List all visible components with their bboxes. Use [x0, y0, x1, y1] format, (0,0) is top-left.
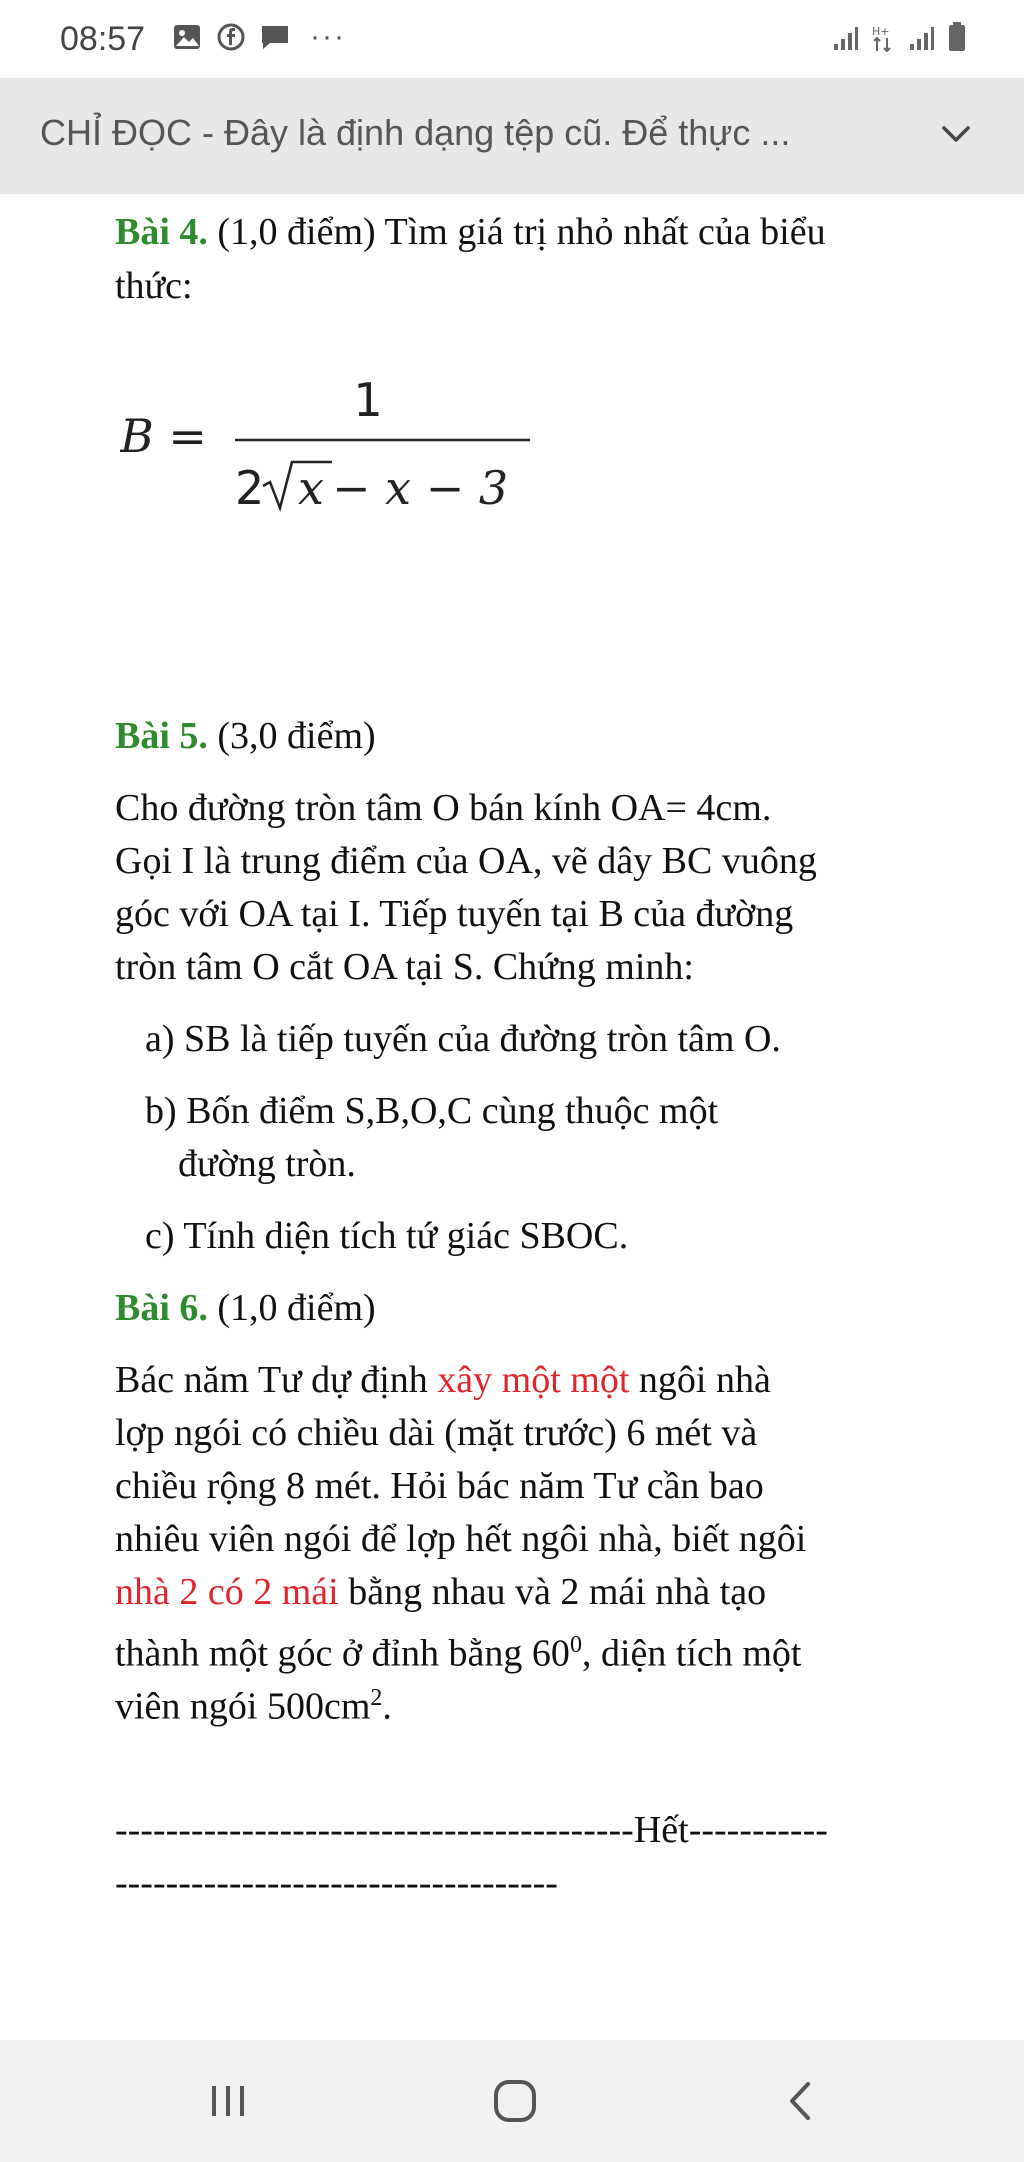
facebook-icon	[216, 22, 246, 52]
bai5-item-a: a) SB là tiếp tuyến của đường tròn tâm O.	[145, 1018, 781, 1060]
image-icon	[172, 22, 202, 52]
document-page	[0, 194, 1024, 2040]
bai6-header	[115, 1282, 376, 1335]
more-notifications: ···	[310, 20, 346, 53]
bai5-points: (3,0 điểm)	[207, 715, 376, 757]
formula-den-radicand: x	[298, 461, 324, 515]
bai6-line2: lợp ngói có chiều dài (mặt trước) 6 mét và	[115, 1412, 758, 1454]
bai6-line5	[115, 1566, 766, 1619]
chevron-down-icon[interactable]	[938, 116, 974, 152]
bai4-line1	[115, 206, 826, 259]
formula-b	[120, 374, 540, 539]
signal-icon	[908, 26, 934, 57]
message-icon	[260, 22, 290, 52]
svg-text:H+: H+	[872, 25, 890, 38]
bai5-item-b-cont: đường tròn.	[178, 1143, 356, 1185]
read-only-banner[interactable]	[0, 78, 1024, 194]
bai5-header	[115, 710, 376, 763]
formula-numerator: 1	[353, 374, 383, 427]
back-icon[interactable]	[776, 2076, 826, 2126]
bai6-l6-b: , diện tích một	[581, 1632, 802, 1675]
formula-svg	[120, 374, 540, 534]
bai4-heading: Bài 4.	[115, 211, 208, 253]
navigation-bar	[0, 2040, 1024, 2162]
bai6-points: (1,0 điểm)	[207, 1287, 376, 1329]
bai6-line4: nhiêu viên ngói để lợp hết ngôi nhà, biết ngôi	[115, 1518, 807, 1560]
bai6-l5-red: nhà 2 có 2 mái	[115, 1571, 339, 1613]
bai6-line7	[115, 1672, 392, 1734]
bai5-line1: Cho đường tròn tâm O bán kính OA= 4cm.	[115, 787, 772, 829]
status-bar	[0, 0, 1024, 78]
signal-icon	[832, 26, 858, 57]
bai5-line4: tròn tâm O cắt OA tại S. Chứng minh:	[115, 946, 694, 988]
bai5-line3: góc với OA tại I. Tiếp tuyến tại B của đường	[115, 893, 794, 935]
recent-apps-icon[interactable]	[204, 2076, 254, 2126]
bai6-l7-sup: 2	[370, 1685, 383, 1711]
bai5-line2: Gọi I là trung điểm của OA, vẽ dây BC vuông	[115, 840, 817, 882]
formula-den-rest: − x − 3	[332, 461, 509, 515]
end-line-1: -----------------------------------------Hết-----------	[115, 1809, 828, 1851]
bai6-line1	[115, 1354, 771, 1407]
bai6-l6-a: thành một góc ở đỉnh bằng 60	[115, 1632, 570, 1675]
bai6-l7-b: .	[382, 1685, 392, 1728]
bai4-line2: thức:	[115, 265, 193, 307]
bai4-points: (1,0 điểm) Tìm giá trị nhỏ nhất của biểu	[207, 211, 826, 253]
battery-icon	[948, 22, 966, 57]
end-line-2: -----------------------------------	[115, 1862, 558, 1904]
formula-lhs: B =	[120, 409, 207, 463]
formula-den-coef: 2	[235, 461, 265, 515]
bai6-l1-red: xây một một	[437, 1359, 630, 1401]
bai6-l7-a: viên ngói 500cm	[115, 1685, 371, 1728]
bai6-l1-a: Bác năm Tư dự định	[115, 1359, 438, 1401]
bai6-l6-sup: 0	[569, 1632, 582, 1658]
bai6-l1-b: ngôi nhà	[629, 1359, 771, 1401]
bai6-heading: Bài 6.	[115, 1287, 208, 1329]
bai6-line3: chiều rộng 8 mét. Hỏi bác năm Tư cần bao	[115, 1465, 764, 1507]
read-only-message: CHỈ ĐỌC - Đây là định dạng tệp cũ. Để thực ...	[40, 112, 791, 153]
clock: 08:57	[60, 20, 146, 58]
bai5-item-b: b) Bốn điểm S,B,O,C cùng thuộc một	[145, 1090, 719, 1132]
bai6-l5-b: bằng nhau và 2 mái nhà tạo	[338, 1571, 767, 1613]
home-icon[interactable]	[490, 2076, 540, 2126]
bai5-heading: Bài 5.	[115, 715, 208, 757]
bai5-item-c: c) Tính diện tích tứ giác SBOC.	[145, 1215, 629, 1257]
data-icon	[872, 24, 894, 57]
